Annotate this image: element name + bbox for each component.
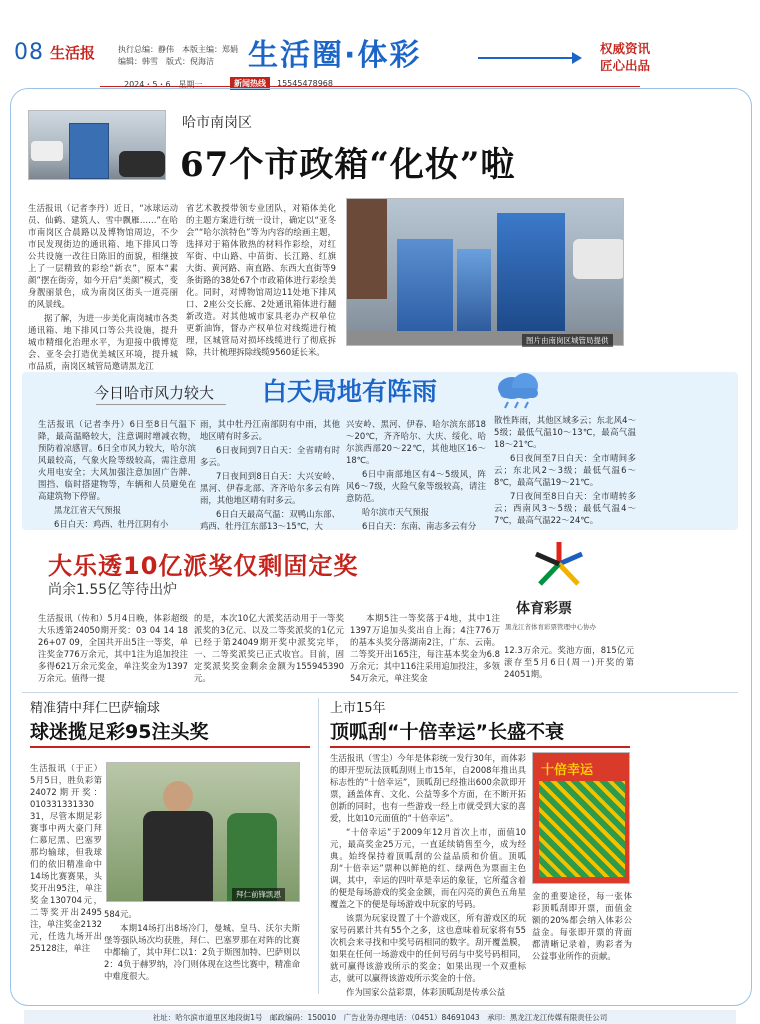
- paragraph: 6日白天：鸡西、牡丹江阴有小: [54, 519, 169, 529]
- painted-box-image: [497, 213, 565, 331]
- paragraph: 散性阵雨，其他区域多云；东北风4～5级；最低气温10～13℃，最高气温18～21℃。: [494, 415, 636, 449]
- painted-box-image: [457, 249, 491, 331]
- section-divider: [22, 692, 738, 693]
- paragraph: 金的重要途径，每一张体彩顶呱刮即开票，面值金额的20%都会纳入体彩公益金。每张即开票的背面都清晰记录着，购彩者为公益事业所作的贡献。: [532, 891, 632, 961]
- story3-kicker: 上市15年: [330, 701, 386, 716]
- paragraph: 生活报讯（传和）5月4日晚，体彩超级大乐透第24050期开奖：03 04 14 18 26+07 09，全国共开出5注一等奖，单注奖金776万余元，其中1注为追加投注多得621万余元奖金，单注奖金为1397万余元。值得一提: [38, 613, 188, 683]
- paragraph: 该票为玩家设置了十个游戏区，所有游戏区的玩家号码累计共有55个之多，这也意味着玩家将有55次机会来寻找和中奖号码相同的数字。刮开覆盖膜，如果在任何一场游戏中的任何号码与中奖号码相同，就可赢得该游戏所示的奖金；如果出现一个双重标志，就可以赢得该游戏所示奖金的十倍。: [330, 913, 526, 983]
- paragraph: 6日夜间到7日白天：全省晴有时多云。: [200, 445, 340, 467]
- weather-column: [38, 418, 196, 532]
- editor-line: 编辑：韩雪 版式：倪海洁: [118, 57, 214, 66]
- paragraph: “十倍幸运”于2009年12月首次上市，面值10元，最高奖金25万元，一直延续销售至今，成为经典。始终保持着顶呱刮的公益品质和价值。顶呱刮“十倍幸运”票种以鲜艳的红、绿两色为票面主色调，其中，幸运的四叶草是幸运的象征，它所蕴含着的便是每场游戏的奖金金额，而在闪亮的黄色五角星覆盖之下的便是每场游戏中玩家的号码。: [330, 827, 526, 909]
- photo-caption: 图片由南岗区城管局提供: [522, 334, 613, 347]
- lotto-column: [38, 612, 188, 686]
- page-number: 08: [14, 40, 44, 65]
- lotto-column: [194, 612, 344, 686]
- editor-line: 执行总编：静伟 本版主编：郑娟: [118, 45, 238, 54]
- paragraph: 生活报讯（记者李丹）近日，“冰球运动员、仙鹤、建筑人、雪中飘雁……”在哈市南岗区合晨路以及博物馆周边，不少市民发现街边的通讯箱、地下排风口等公共设施一改往日陈旧的面貌，相继披上了一层精致的彩绘“新衣”，原本“素颜”摆在街旁，如今开启“美颜”模式，变身靓丽景色，成为南岗区街头一道亮丽的风景线。: [28, 203, 178, 309]
- paragraph: 生活报讯（雪尘）今年是体彩统一发行30年，而体彩的即开型玩法顶呱刮则上市15年，自2008年推出具标志性的“十倍幸运”，顶呱刮已经推出600余款即开票，涵盖体育、文化、公益等多个方面，在不断开拓创新的同时，也有一些游戏一经上市就受到大家的喜爱，比如10元面值的“十倍幸运”。: [330, 753, 526, 823]
- paragraph: 生活报讯（于正）5月5日，胜负彩第24072期开奖：010331331330 31，尽管本期足彩赛事中两大豪门拜仁慕尼黑、巴塞罗那均输球，但我球们的依旧精准命中14场比赛赛果，头奖开出95注，单注奖金130704元，二等奖开出2495注，单注奖金2132元，任选九场开出25128注，单注: [30, 763, 102, 953]
- weather-column: [200, 418, 340, 534]
- story2-kicker: 精准猜中拜仁巴萨输球: [30, 701, 161, 716]
- rain-cloud-icon: [490, 370, 546, 410]
- painted-box-image: [69, 123, 109, 179]
- weather-column: [494, 414, 636, 528]
- story3-column: [532, 890, 632, 964]
- arrow-line-decoration: [478, 57, 580, 59]
- paragraph: 6日白天：东南、南志多云有分: [362, 521, 477, 531]
- player-photo: [106, 762, 300, 902]
- paragraph: 6日白天最高气温：双鸭山东部、鸡西、牡丹江东部13～15℃，大: [200, 509, 340, 531]
- paragraph: 黑龙江省天气预报: [54, 505, 121, 515]
- weather-kicker: 今日哈市风力较大: [94, 384, 215, 402]
- car-image: [119, 151, 165, 177]
- section-slogan: [594, 40, 656, 74]
- paragraph: 本期14场打出8场冷门，曼城、皇马、沃尔夫斯堡等强队场次均获胜，拜仁、巴塞罗那在对阵的比赛中都输了，其中拜仁以1：2负于斯图加特、巴萨则以2：4负于赫罗纳，冷门则体现在这些比赛中，精准命中难度很大。: [104, 923, 300, 981]
- paragraph: 本期5注一等奖落于4地，其中1注1397万追加头奖出自上海；4注776万的基本头奖分落湖南2注，广东、云南。二等奖开出165注，每注基本奖金为6.8万余元；其中116注采用追加投注，多领54万余元，单注奖金: [350, 613, 500, 683]
- paragraph: 雨，其中牡丹江南部阴有中雨，其他地区晴有时多云。: [200, 419, 340, 441]
- paragraph: 7日夜间到8日白天：大兴安岭、黑河、伊春北部、齐齐哈尔多云有阵雨，其他地区晴有时多云。: [200, 471, 340, 505]
- car-image: [31, 141, 63, 161]
- arrow-icon: [572, 52, 582, 64]
- weather-headline: 白天局地有阵雨: [262, 377, 438, 406]
- paragraph: 的是，本次10亿大派奖活动用于一等奖派奖的3亿元、以及二等奖派奖的1亿元已经于第24049期开奖中派奖完毕，一、二等奖派奖已正式收官。目前，固定奖派奖奖金剩余金额为155945390元。: [194, 613, 344, 683]
- lotto-column: [350, 612, 500, 686]
- page-footer: 社址：哈尔滨市道里区地段街1号 邮政编码：150010 广告业务办理电话：（0451）84691043 承印：黑龙江龙江传媒有限责任公司: [24, 1010, 736, 1024]
- weather-column: [346, 418, 486, 534]
- column-divider: [318, 698, 319, 994]
- player-head-image: [163, 781, 193, 813]
- paragraph: 584元。: [104, 909, 137, 919]
- paragraph: 据了解，为进一步美化南岗城市各类通讯箱、地下排风口等公共设施，提升城市精细化治理水平，为迎接中俄博览会、亚冬会打造优美城区环境，提升城市品质，南岗区城管局邀请黑龙江: [28, 313, 178, 371]
- story2-column: [30, 762, 102, 956]
- lotto-headline: 大乐透10亿派奖仅剩固定奖: [48, 552, 359, 580]
- street-photo-small: [28, 110, 166, 180]
- story1-kicker: 哈市南岗区: [182, 115, 252, 131]
- paper-name: 生活报: [50, 44, 96, 62]
- painted-boxes-photo: [346, 198, 624, 346]
- lotto-subhead: 尚余1.55亿等待出炉: [48, 582, 178, 598]
- paragraph: 7日夜间至8日白天：全市晴转多云；西南风3～5级；最低气温4～7℃，最高气温22～24℃。: [494, 491, 636, 525]
- story2-headline: 球迷揽足彩95注头奖: [30, 721, 209, 743]
- story3-headline: 顶呱刮“十倍幸运”长盛不衰: [330, 721, 564, 743]
- ticket-play-area-image: [539, 781, 625, 877]
- paragraph: 哈尔滨市天气预报: [362, 507, 429, 517]
- brand-subtitle: 黑龙江省体育彩票管理中心协办: [505, 623, 596, 631]
- paragraph: 兴安岭、黑河、伊春、哈尔滨东部18～20℃，齐齐哈尔、大庆、绥化、哈尔滨西部20～22℃，其他地区16～18℃。: [346, 419, 486, 465]
- paragraph: 作为国家公益彩票，体彩顶呱刮是传承公益: [346, 987, 506, 997]
- paragraph: 6日夜间至7日白天：全市晴间多云；东北风2～3级；最低气温6～8℃，最高气温19～21℃。: [494, 453, 636, 487]
- slogan-line: 权威资讯: [599, 41, 650, 56]
- paragraph: 6日中南部地区有4～5级风，阵风6～7级，火险气象等级较高，请注意防范。: [346, 469, 486, 503]
- player-jersey-image: [143, 811, 213, 902]
- weather-kicker-rule: [96, 404, 226, 405]
- paragraph: 省艺术教授带领专业团队，对箱体美化的主题方案进行统一设计，确定以“亚冬会”“哈尔滨特色”等为内容的绘画主题，选择对于箱体散热的材料作彩绘，对红军街、中山路、中苗街、长江路、红旗大街、黄河路、南直路、东西大直街等9条街路的38处67个市政箱体进行彩绘美化。同时，对博物馆周边11处地下排风口、2座公交长廊、2处通讯箱体进行翻新改造。对其他城市家具老办产权单位更新油饰，督办产权单位对线缆进行梳理，区城管局对损坏线缆进行了彻底拆除，共计梳理拆除线缆9560延长米。: [186, 203, 336, 357]
- story2-column: [104, 908, 300, 984]
- tree-image: [347, 199, 387, 299]
- hotline-label: 新闻热线: [230, 77, 270, 90]
- headline-rule: [30, 746, 310, 748]
- car-image: [573, 239, 624, 279]
- ticket-title: 十倍幸运: [541, 763, 594, 778]
- scratch-ticket-image: [532, 752, 630, 884]
- photo-caption: 拜仁前锋凯恩: [232, 888, 285, 901]
- sports-lottery-logo-icon: [528, 538, 590, 592]
- hotline-number: 15545478968: [277, 79, 333, 88]
- story1-column: [28, 202, 178, 374]
- lotto-column: [504, 644, 634, 682]
- slogan-line: 匠心出品: [599, 58, 650, 73]
- brand-name: 体育彩票: [516, 601, 572, 617]
- paragraph: 12.3万余元。奖池方面，815亿元滚存至5月6日(周一)开奖的第24051期。: [504, 645, 634, 679]
- editor-credits: [118, 44, 238, 68]
- story3-column: [330, 752, 526, 1000]
- story1-column: [186, 202, 336, 360]
- story1-headline: 67个市政箱“化妆”啦: [180, 145, 516, 185]
- painted-box-image: [397, 239, 453, 331]
- headline-rule: [330, 746, 630, 748]
- section-title: 生活圈·体彩: [248, 38, 422, 73]
- paragraph: 生活报讯（记者李丹）6日至8日气温下降，最高温略较大，注意调时增减衣物，预防着凉感冒。6日全市风力较大，哈尔滨风最较高，气象火险等级较高，需注意用火用电安全；大风加强注意加固广告牌、围挡、临时搭建物等，车辆和人员避免在高建筑物下停留。: [38, 419, 196, 501]
- issue-date: 2024・5・6 星期一: [124, 80, 203, 89]
